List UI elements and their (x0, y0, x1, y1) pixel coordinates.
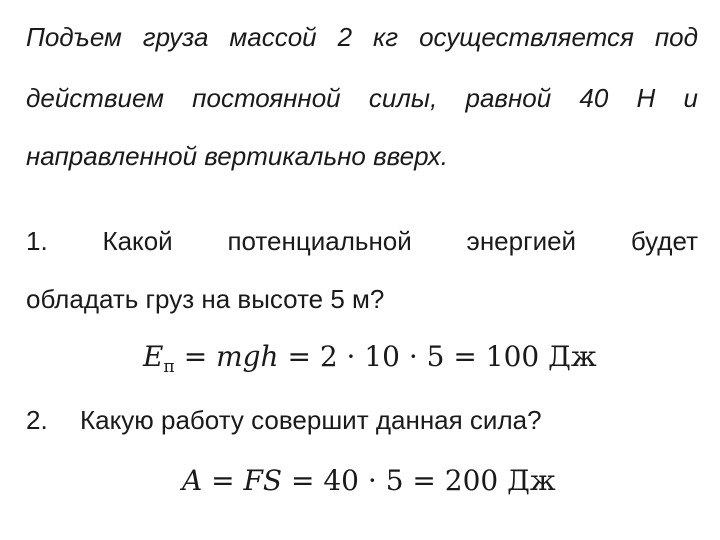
problem-line-1 (26, 22, 698, 52)
word: груза (142, 22, 209, 52)
question-1-line-2: обладать груз на высоте 5 м? (26, 284, 385, 314)
question-number: 1. (26, 226, 48, 256)
word: потенциальной (227, 226, 412, 256)
word: 2 (337, 22, 353, 52)
problem-line-3: направленной вертикально вверх. (26, 141, 448, 171)
word: Подъем (26, 22, 122, 52)
word: Какой (102, 226, 173, 256)
formula-symbols: mgh (216, 340, 279, 373)
question-2 (26, 405, 698, 435)
word: массой (229, 22, 317, 52)
word: и (683, 83, 698, 113)
formula-result: = 2 · 10 · 5 = 100 Дж (278, 340, 597, 373)
formula-work (182, 465, 556, 497)
formula-result: = 40 · 5 = 200 Дж (282, 464, 556, 497)
word: действием (26, 83, 164, 113)
word: энергией (466, 226, 577, 256)
question-number: 2. (26, 405, 48, 435)
problem-line-2 (26, 83, 698, 113)
word: под (654, 22, 698, 52)
formula-symbols: FS (243, 464, 283, 497)
word: равной (465, 83, 552, 113)
formula-lhs-variable: E (143, 340, 164, 373)
word: кг (373, 22, 399, 52)
formula-subscript: п (163, 357, 175, 377)
question-1-line-1 (26, 226, 698, 256)
word: Н (636, 83, 656, 113)
word: осуществляется (419, 22, 634, 52)
word: постоянной (192, 83, 341, 113)
formula-potential-energy (143, 341, 597, 383)
question-text: Какую работу совершит данная сила? (80, 405, 542, 435)
formula-equals: = (174, 340, 217, 373)
formula-lhs-variable: A (182, 464, 203, 497)
word: силы, (368, 83, 438, 113)
formula-equals: = (202, 464, 244, 497)
word: будет (630, 226, 698, 256)
word: 40 (579, 83, 609, 113)
